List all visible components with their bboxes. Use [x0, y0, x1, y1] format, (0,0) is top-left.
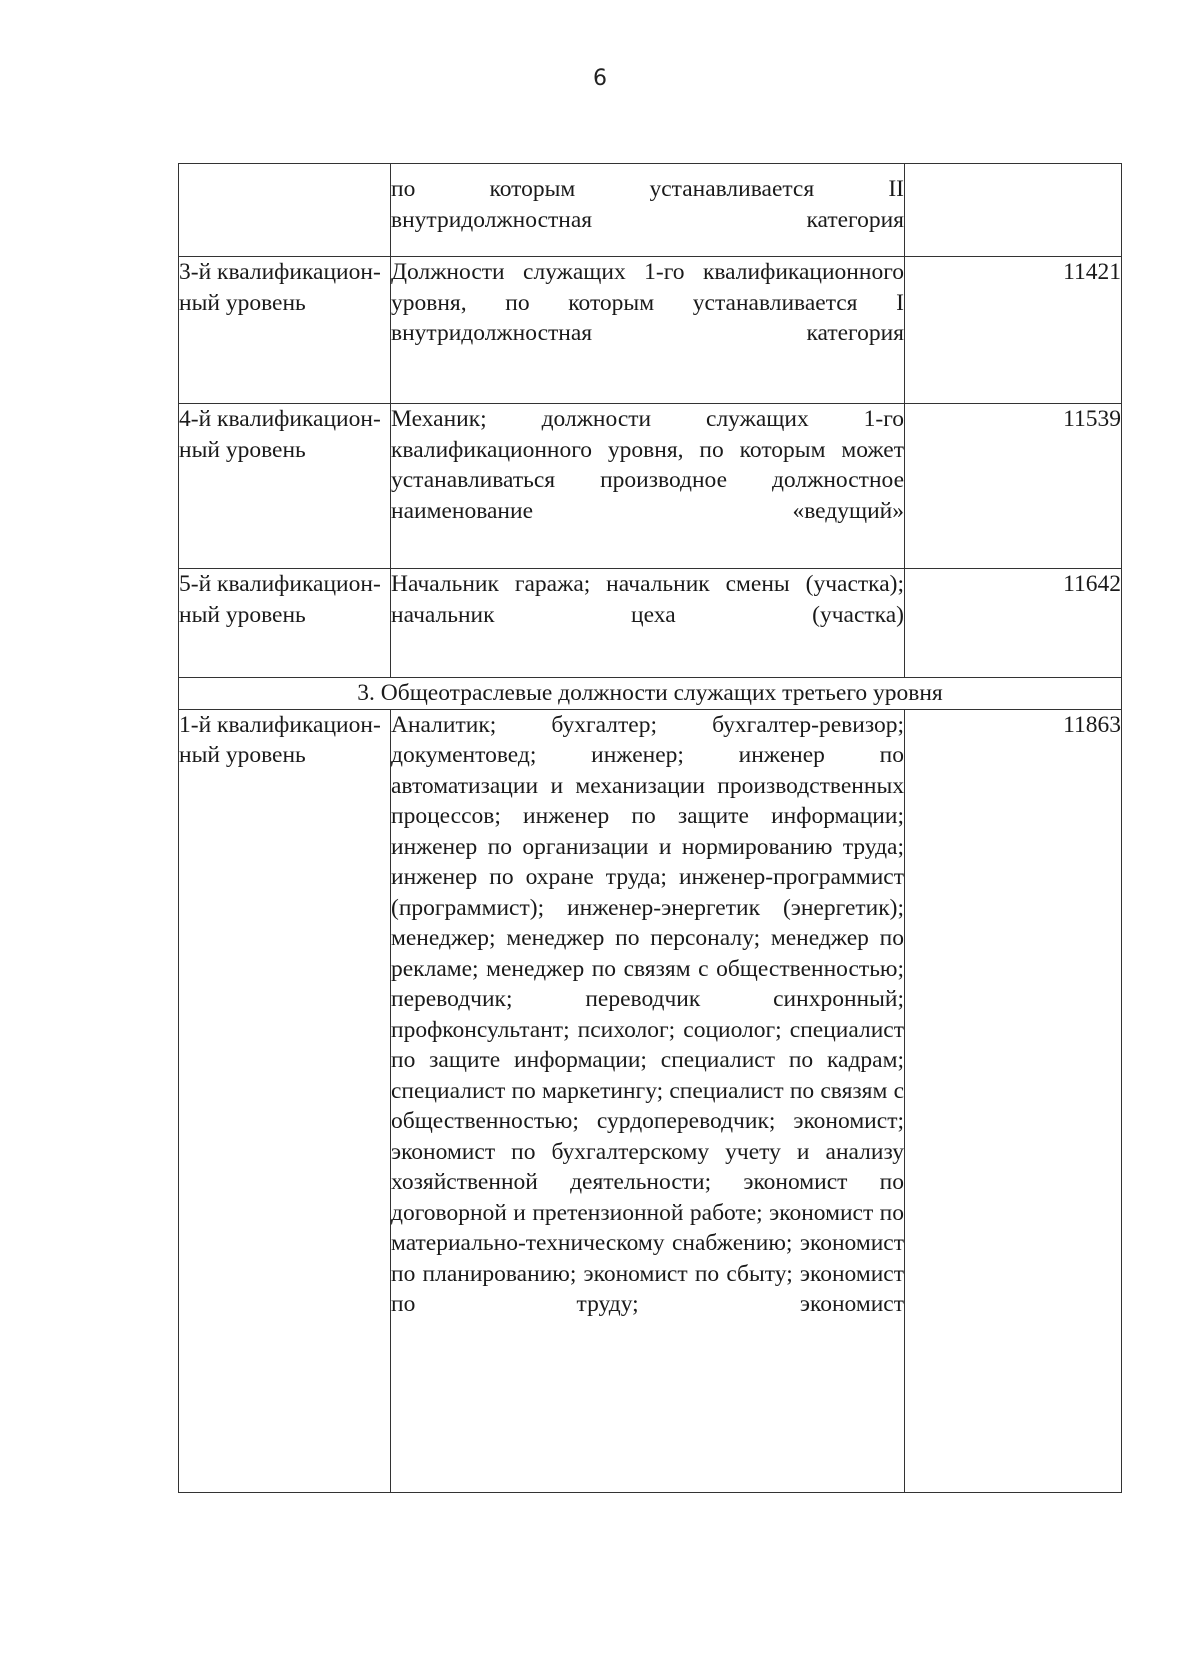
code-cell: 11539: [905, 404, 1122, 569]
page-number: 6: [593, 66, 607, 91]
section-title: 3. Общеотраслевые должности служащих третьего уровня: [179, 678, 1122, 710]
positions-cell: по которым устанавливается II внутридолжностная категория: [391, 164, 905, 257]
table-row: [179, 164, 1122, 257]
positions-cell: Аналитик; бухгалтер; бухгалтер-ревизор; документовед; инженер; инженер по автоматизации и механизации производственных процессов; инженер по защите информации; инженер по организации и нормированию труда; инженер по охране труда; инженер-программист (программист); инженер-энергетик (энергетик); менеджер; менеджер по персоналу; менеджер по рекламе; менеджер по связям с общественностью; переводчик; переводчик синхронный; профконсультант; психолог; социолог; специалист по защите информации; специалист по кадрам; специалист по маркетингу; специалист по связям с общественностью; сурдопереводчик; экономист; экономист по бухгалтерскому учету и анализу хозяйственной деятельности; экономист по договорной и претензионной работе; экономист по материально-техническому снабжению; экономист по планированию; экономист по сбыту; экономист по труду; экономист: [391, 709, 905, 1492]
positions-cell: Должности служащих 1-го квалификационного уровня, по которым устанавливается I внутридолжностная категория: [391, 257, 905, 404]
code-cell: 11642: [905, 569, 1122, 678]
qualification-level-cell: 5-й квалификацион-ный уровень: [179, 569, 391, 678]
code-cell: 11421: [905, 257, 1122, 404]
table-row: [179, 257, 1122, 404]
table-row: [179, 404, 1122, 569]
qualification-level-cell: 3-й квалификацион-ный уровень: [179, 257, 391, 404]
code-cell: [905, 164, 1122, 257]
positions-cell: Механик; должности служащих 1-го квалификационного уровня, по которым может устанавливаться производное должностное наименование «ведущий»: [391, 404, 905, 569]
qualification-level-cell: 1-й квалификацион-ный уровень: [179, 709, 391, 1492]
positions-cell: Начальник гаража; начальник смены (участка); начальник цеха (участка): [391, 569, 905, 678]
table-row: [179, 569, 1122, 678]
qualification-level-cell: 4-й квалификацион-ный уровень: [179, 404, 391, 569]
qualification-level-cell: [179, 164, 391, 257]
section-row: [179, 678, 1122, 710]
qualification-table: [178, 163, 1122, 1493]
table-row: [179, 709, 1122, 1492]
code-cell: 11863: [905, 709, 1122, 1492]
